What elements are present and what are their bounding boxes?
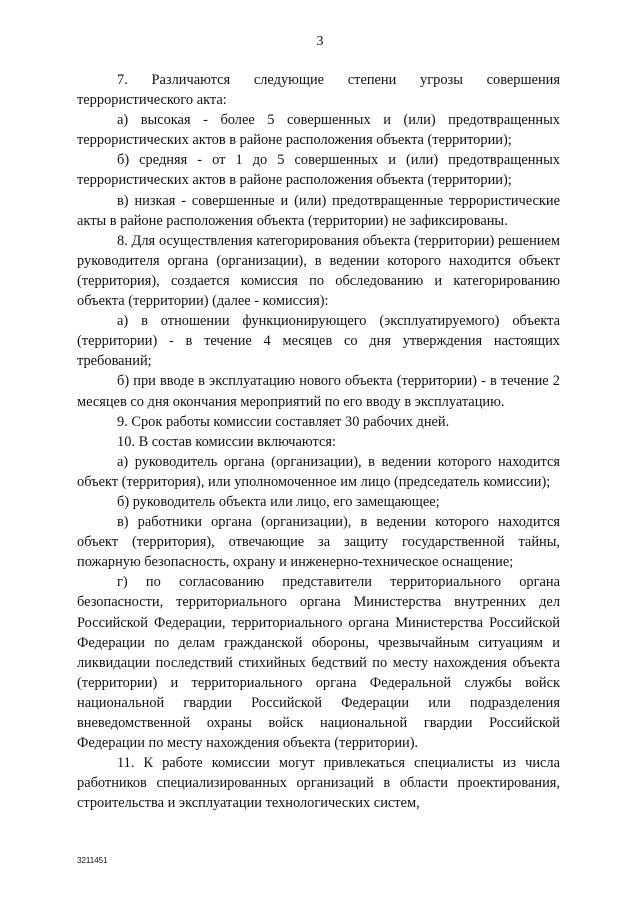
paragraph-10b: б) руководитель объекта или лицо, его замещающее; (117, 493, 440, 510)
paragraph-8: 8. Для осуществления категорирования объекта (территории) решением руководителя органа (организации), в ведении которого находится объект (территория), создается комиссия по обследованию и категорированию объекта (территории) (далее - комиссия): (77, 232, 560, 310)
paragraph-11: 11. К работе комиссии могут привлекаться специалисты из числа работников специализированных организаций в области проектирования, строительства и эксплуатации технологических систем, (77, 755, 560, 812)
document-body (77, 70, 560, 813)
paragraph-10d: г) по согласованию представители территориального органа безопасности, территориального органа Министерства внутренних дел Российской Федерации, территориального органа Министерства Российской Федерации по делам гражданской обороны, чрезвычайным ситуациям и ликвидации последствий стихийных бедствий по месту нахождения объекта (территории) и территориального органа Федеральной службы войск национальной гвардии Российской Федерации или подразделения вневедомственной охраны войск национальной гвардии Российской Федерации по месту нахождения объекта (территории). (77, 574, 560, 752)
paragraph-8a: а) в отношении функционирующего (эксплуатируемого) объекта (территории) - в течение 4 месяцев со дня утверждения настоящих требований; (77, 313, 560, 370)
paragraph-9: 9. Срок работы комиссии составляет 30 рабочих дней. (117, 413, 450, 430)
paragraph-7c: в) низкая - совершенные и (или) предотвращенные террористические акты в районе расположения объекта (территории) не зафиксированы. (77, 192, 560, 229)
paragraph-7: 7. Различаются следующие степени угрозы совершения террористического акта: (77, 72, 560, 109)
paragraph-10c: в) работники органа (организации), в ведении которого находится объект (территория), отвечающие за защиту государственной тайны, пожарную безопасность, охрану и инженерно-техническое оснащение; (77, 514, 560, 571)
paragraph-7a: а) высокая - более 5 совершенных и (или) предотвращенных террористических актов в районе расположения объекта (территории); (77, 112, 560, 149)
page-number: 3 (316, 34, 324, 49)
paragraph-7b: б) средняя - от 1 до 5 совершенных и (или) предотвращенных террористических актов в районе расположения объекта (территории); (77, 152, 560, 189)
paragraph-10a: а) руководитель органа (организации), в ведении которого находится объект (территория), или уполномоченное им лицо (председатель комиссии); (77, 453, 560, 490)
paragraph-8b: б) при вводе в эксплуатацию нового объекта (территории) - в течение 2 месяцев со дня окончания мероприятий по его вводу в эксплуатацию. (77, 373, 560, 410)
document-code: 3211451 (77, 856, 108, 865)
paragraph-10: 10. В состав комиссии включаются: (117, 433, 336, 450)
